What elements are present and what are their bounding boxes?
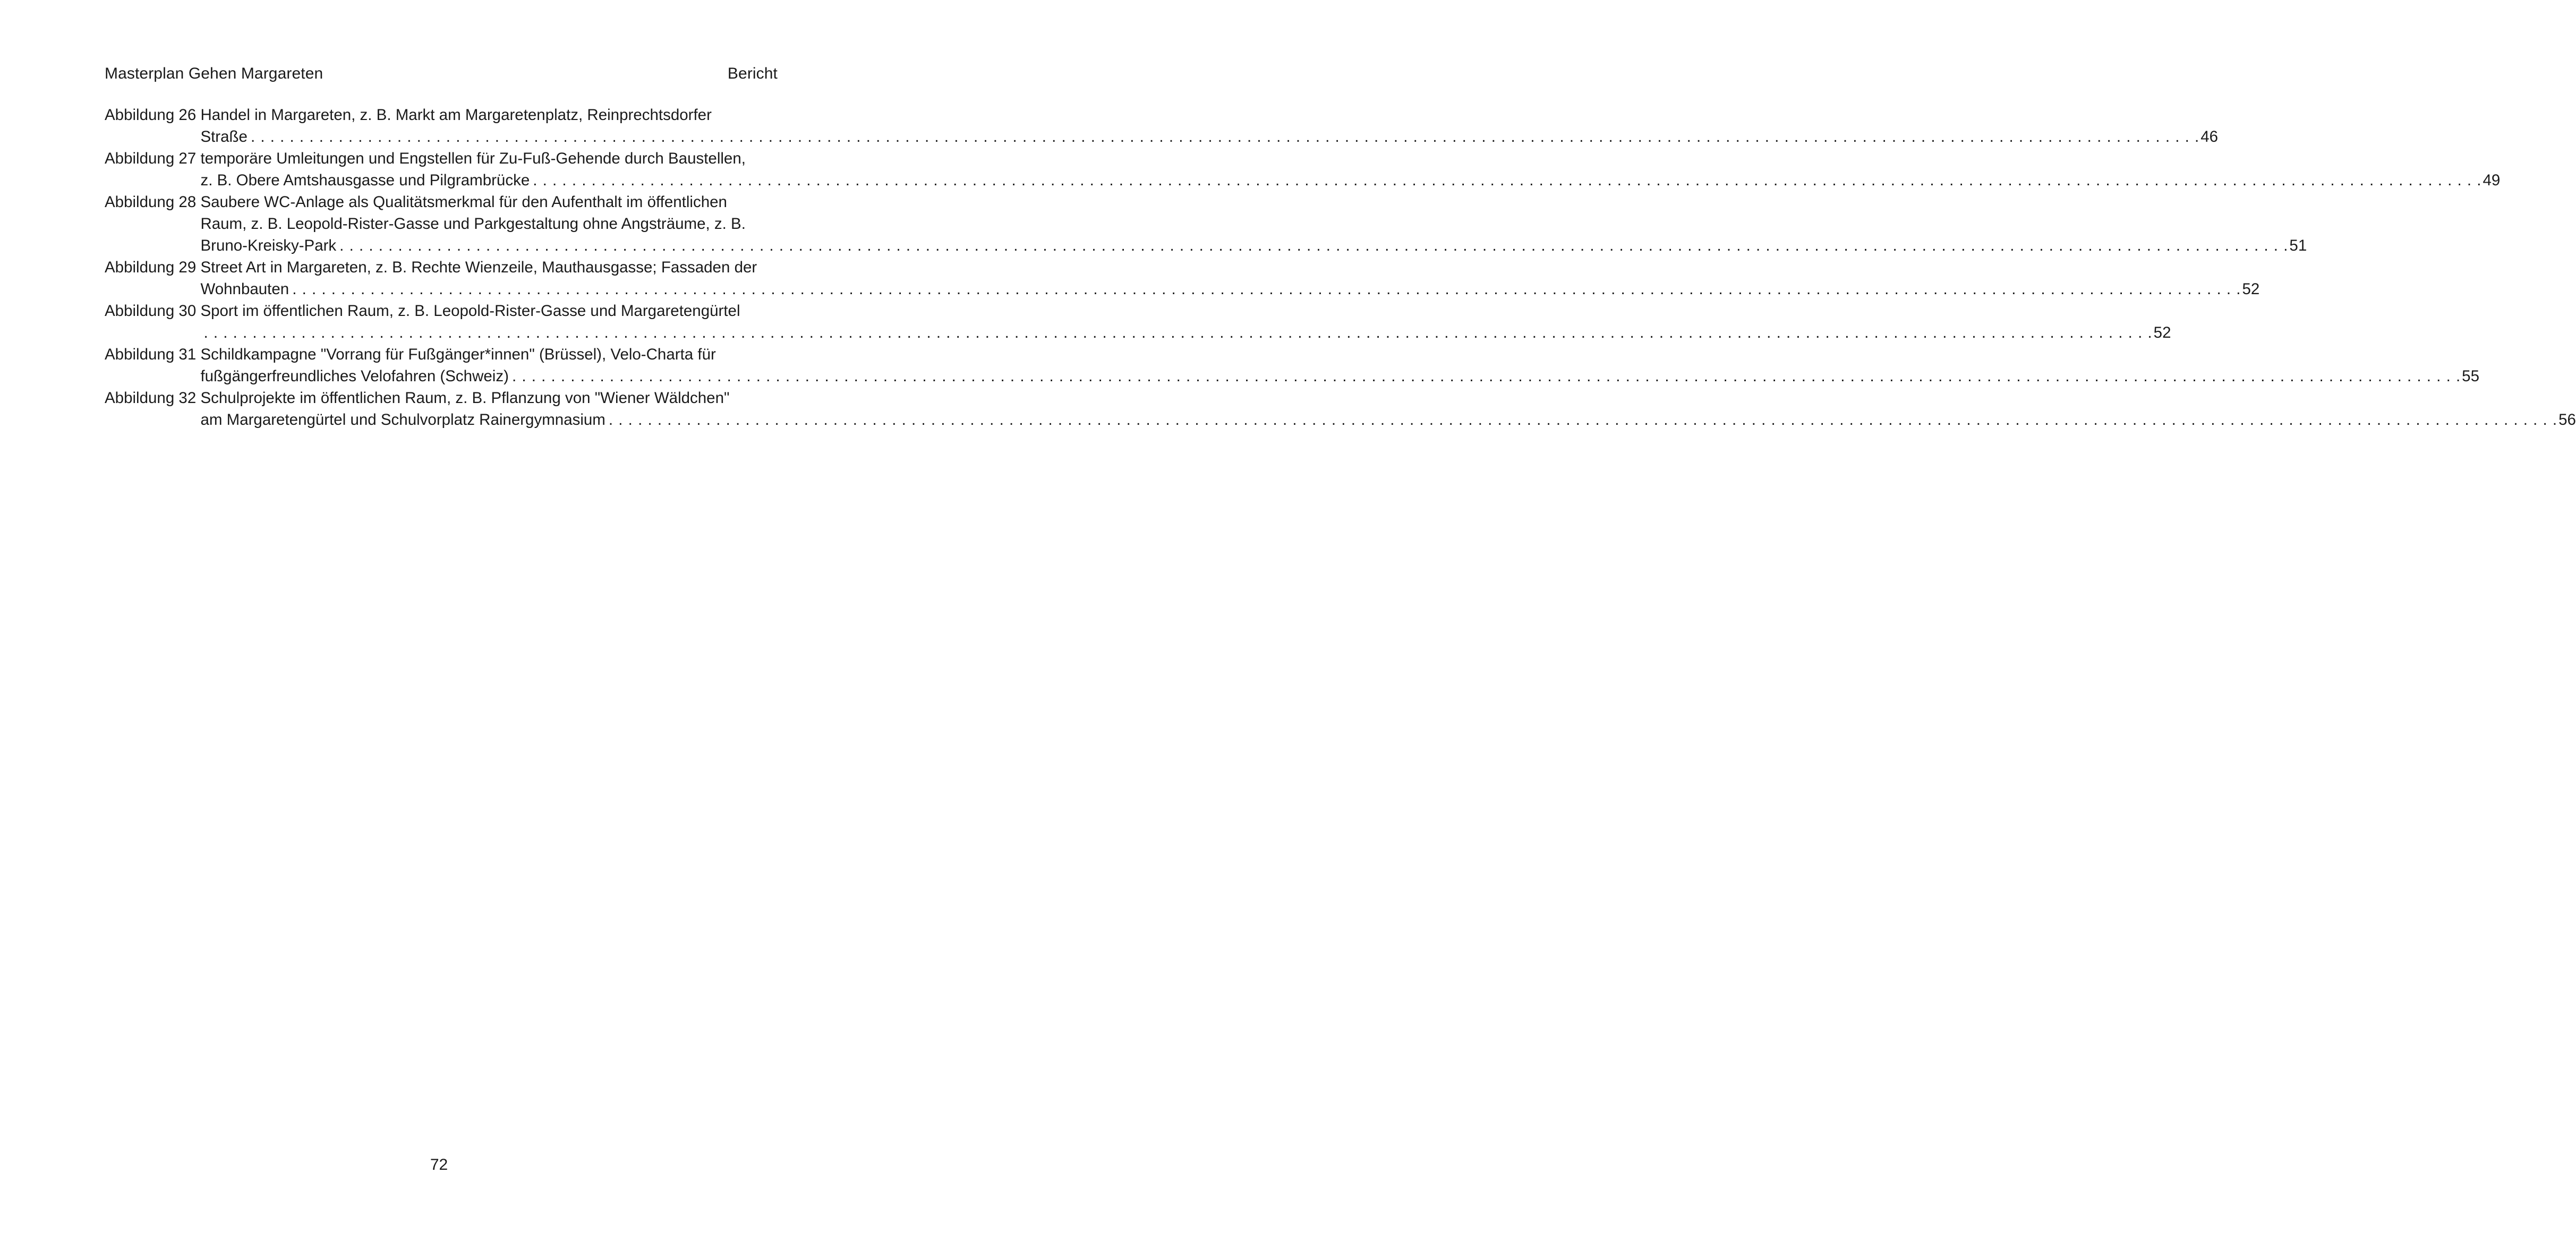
toc-entry-page-number: 46 (2200, 128, 2219, 145)
toc-entry-title-line: Saubere WC-Anlage als Qualitätsmerkmal für den Aufenthalt im öffentlichen (200, 193, 727, 211)
toc-entry-label: Abbildung 29 (105, 259, 201, 276)
toc-entry-title-end: Wohnbauten (200, 280, 289, 298)
toc-entry[interactable] (105, 256, 2260, 300)
toc-entry-title-line: Street Art in Margareten, z. B. Rechte Wienzeile, Mauthausgasse; Fassaden der (200, 259, 757, 276)
toc-entry-title-end: Straße (200, 128, 248, 145)
toc-dot-leader: . . . . . . . . . . . . . . . . . . . . . . . . . . . . . . . . . . . . . . . . . . . . . . . . . . . . . . . . . . . . . . . . . . . . . . . . . . . . . . . . . . . . . . . . . . . . . . . . . . . . . . . . . . . . . . . . . . . . . . . . . . . . . . . . . . . . . . . . . . . . . . . . . . . . . . . . . . . . . . . . . . . . . . . . . . . . . . . . . . . . . . . . . . . . . . . . . . . . . . . . (292, 280, 2241, 298)
toc-entry-label: Abbildung 27 (105, 150, 201, 167)
toc-entry-page-number: 52 (2153, 324, 2171, 341)
toc-entry[interactable] (105, 191, 2307, 256)
toc-entry-label: Abbildung 30 (105, 302, 201, 320)
toc-entry[interactable] (105, 300, 2171, 344)
toc-entry-body (200, 104, 2219, 148)
toc-entry-label: Abbildung 26 (105, 106, 201, 124)
toc-entry-title-line: temporäre Umleitungen und Engstellen für Zu-Fuß-Gehende durch Baustellen, (200, 150, 746, 167)
page-header (105, 65, 778, 86)
toc-entry-page-number: 56 (2558, 411, 2576, 429)
toc-entry-body (200, 300, 2171, 344)
toc-entry-leader-line (200, 365, 2479, 387)
toc-dot-leader: . . . . . . . . . . . . . . . . . . . . . . . . . . . . . . . . . . . . . . . . . . . . . . . . . . . . . . . . . . . . . . . . . . . . . . . . . . . . . . . . . . . . . . . . . . . . . . . . . . . . . . . . . . . . . . . . . . . . . . . . . . . . . . . . . . . . . . . . . . . . . . . . . . . . . . . . . . . . . . . . . . . . . . . . . . . . . . . . . . . . . . . . . . . . . . . . . . . . . . . . (203, 324, 2153, 341)
toc-dot-leader: . . . . . . . . . . . . . . . . . . . . . . . . . . . . . . . . . . . . . . . . . . . . . . . . . . . . . . . . . . . . . . . . . . . . . . . . . . . . . . . . . . . . . . . . . . . . . . . . . . . . . . . . . . . . . . . . . . . . . . . . . . . . . . . . . . . . . . . . . . . . . . . . . . . . . . . . . . . . . . . . . . . . . . . . . . . . . . . . . . . . . . . . . . . . . . . . . . . . . . . . (608, 411, 2558, 429)
toc-entry-leader-line (200, 235, 2307, 256)
toc-entry-leader-line (200, 409, 2576, 431)
section-name: Bericht (727, 65, 778, 82)
toc-entry-label: Abbildung 31 (105, 346, 201, 363)
toc-entry-body (200, 387, 2576, 431)
toc-entry-title-end: am Margaretengürtel und Schulvorplatz Rainergymnasium (200, 411, 605, 429)
toc-entry[interactable] (105, 387, 2576, 431)
list-of-figures (105, 104, 2576, 431)
toc-entry-page-number: 52 (2242, 280, 2260, 298)
toc-entry-title-end: fußgängerfreundliches Velofahren (Schweiz) (200, 367, 509, 385)
toc-entry-body (200, 344, 2479, 387)
toc-entry-leader-line (200, 126, 2219, 148)
toc-entry-label: Abbildung 28 (105, 193, 201, 211)
toc-entry-title-line: Schildkampagne "Vorrang für Fußgänger*innen" (Brüssel), Velo-Charta für (200, 346, 716, 363)
toc-entry-leader-line (200, 278, 2260, 300)
toc-entry[interactable] (105, 344, 2479, 387)
toc-entry-leader-line (200, 322, 2171, 344)
toc-entry-page-number: 55 (2462, 367, 2479, 385)
toc-entry-title-end: Bruno-Kreisky-Park (200, 237, 337, 254)
toc-entry-title-line: Raum, z. B. Leopold-Rister-Gasse und Parkgestaltung ohne Angsträume, z. B. (200, 215, 746, 233)
toc-entry-page-number: 49 (2483, 172, 2501, 189)
toc-entry-body (200, 191, 2307, 256)
toc-dot-leader: . . . . . . . . . . . . . . . . . . . . . . . . . . . . . . . . . . . . . . . . . . . . . . . . . . . . . . . . . . . . . . . . . . . . . . . . . . . . . . . . . . . . . . . . . . . . . . . . . . . . . . . . . . . . . . . . . . . . . . . . . . . . . . . . . . . . . . . . . . . . . . . . . . . . . . . . . . . . . . . . . . . . . . . . . . . . . . . . . . . . . . . . . . . . . . . . . . . . . . . . (511, 367, 2461, 385)
toc-dot-leader: . . . . . . . . . . . . . . . . . . . . . . . . . . . . . . . . . . . . . . . . . . . . . . . . . . . . . . . . . . . . . . . . . . . . . . . . . . . . . . . . . . . . . . . . . . . . . . . . . . . . . . . . . . . . . . . . . . . . . . . . . . . . . . . . . . . . . . . . . . . . . . . . . . . . . . . . . . . . . . . . . . . . . . . . . . . . . . . . . . . . . . . . . . . . . . . . . . . . . . . . (533, 172, 2482, 189)
page-number: 72 (430, 1156, 448, 1174)
toc-entry-title-end: z. B. Obere Amtshausgasse und Pilgrambrücke (200, 172, 530, 189)
toc-entry[interactable] (105, 148, 2501, 191)
toc-entry-page-number: 51 (2289, 237, 2307, 254)
toc-entry-title-line: Schulprojekte im öffentlichen Raum, z. B. Pflanzung von "Wiener Wäldchen" (200, 389, 730, 407)
toc-dot-leader: . . . . . . . . . . . . . . . . . . . . . . . . . . . . . . . . . . . . . . . . . . . . . . . . . . . . . . . . . . . . . . . . . . . . . . . . . . . . . . . . . . . . . . . . . . . . . . . . . . . . . . . . . . . . . . . . . . . . . . . . . . . . . . . . . . . . . . . . . . . . . . . . . . . . . . . . . . . . . . . . . . . . . . . . . . . . . . . . . . . . . . . . . . . . . . . . . . . . . . . . (339, 237, 2289, 254)
toc-dot-leader: . . . . . . . . . . . . . . . . . . . . . . . . . . . . . . . . . . . . . . . . . . . . . . . . . . . . . . . . . . . . . . . . . . . . . . . . . . . . . . . . . . . . . . . . . . . . . . . . . . . . . . . . . . . . . . . . . . . . . . . . . . . . . . . . . . . . . . . . . . . . . . . . . . . . . . . . . . . . . . . . . . . . . . . . . . . . . . . . . . . . . . . . . . . . . . . . . . . . . . . . (250, 128, 2200, 145)
toc-entry-label: Abbildung 32 (105, 389, 201, 407)
toc-entry-body (200, 148, 2501, 191)
toc-entry-body (200, 256, 2260, 300)
toc-entry-title-line: Handel in Margareten, z. B. Markt am Margaretenplatz, Reinprechtsdorfer (200, 106, 712, 124)
toc-entry[interactable] (105, 104, 2219, 148)
toc-entry-leader-line (200, 169, 2501, 191)
toc-entry-title-line: Sport im öffentlichen Raum, z. B. Leopold-Rister-Gasse und Margaretengürtel (200, 302, 740, 320)
document-title: Masterplan Gehen Margareten (105, 65, 323, 82)
